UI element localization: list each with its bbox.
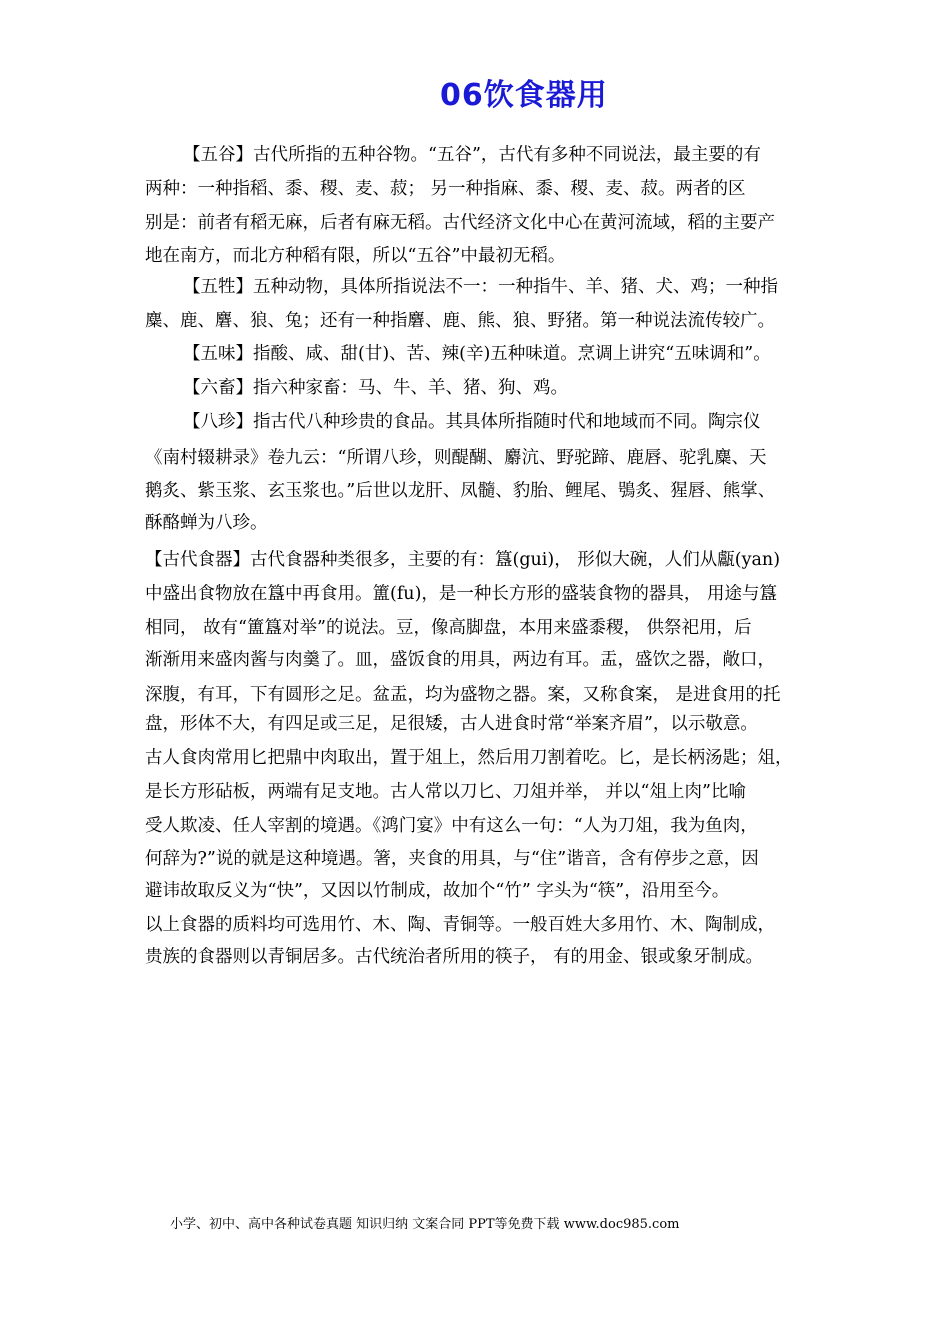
- text-line: 【五牲】五种动物，具体所指说法不一：一种指牛、羊、猪、犬、鸡；一种指: [183, 277, 778, 297]
- text-line: 别是：前者有稻无麻，后者有麻无稻。古代经济文化中心在黄河流域，稻的主要产: [145, 213, 775, 233]
- text-line: 避讳故取反义为“快”，又因以竹制成，故加个“竹” 字头为“筷”，沿用至今。: [145, 881, 730, 901]
- text-line: 地在南方，而北方种稻有限，所以“五谷”中最初无稻。: [145, 246, 566, 266]
- text-line: 以上食器的质料均可选用竹、木、陶、青铜等。一般百姓大多用竹、木、陶制成，: [145, 915, 775, 935]
- text-line: 《南村辍耕录》卷九云：“所谓八珍，则醍醐、麝沆、野驼蹄、鹿唇、驼乳麋、天: [145, 448, 767, 468]
- text-line: 【古代食器】古代食器种类很多，主要的有：簋(gui)， 形似大碗，人们从甗(yan): [145, 550, 781, 570]
- text-line: 两种：一种指稻、黍、稷、麦、菽； 另一种指麻、黍、稷、麦、菽。两者的区: [145, 179, 746, 199]
- text-line: 受人欺凌、任人宰割的境遇。《鸿门宴》中有这么一句：“人为刀俎，我为鱼肉，: [145, 816, 758, 836]
- text-line: 【五谷】古代所指的五种谷物。“五谷”，古代有多种不同说法，最主要的有: [183, 145, 761, 165]
- page-title: 06饮食器用: [440, 78, 608, 113]
- text-line: 【八珍】指古代八种珍贵的食品。其具体所指随时代和地域而不同。陶宗仪: [183, 412, 761, 432]
- text-line: 麋、鹿、麏、狼、兔；还有一种指麏、鹿、熊、狼、野猪。第一种说法流传较广。: [145, 311, 775, 331]
- text-line: 鹅炙、紫玉浆、玄玉浆也。”后世以龙肝、凤髓、豹胎、鲤尾、鴞炙、猩唇、熊掌、: [145, 481, 776, 501]
- text-line: 相同， 故有“簠簋对举”的说法。豆，像高脚盘，本用来盛黍稷， 供祭祀用，后: [145, 618, 752, 638]
- text-line: 酥酪蝉为八珍。: [145, 513, 268, 533]
- text-line: 何辞为?”说的就是这种境遇。箸，夹食的用具，与“住”谐音，含有停步之意，因: [145, 849, 759, 869]
- text-line: 是长方形砧板，两端有足支地。古人常以刀匕、刀俎并举， 并以“俎上肉”比喻: [145, 782, 746, 802]
- text-line: 【六畜】指六种家畜：马、牛、羊、猪、狗、鸡。: [183, 378, 568, 398]
- text-line: 贵族的食器则以青铜居多。古代统治者所用的筷子， 有的用金、银或象牙制成。: [145, 947, 764, 967]
- footer-text: 小学、初中、高中各种试卷真题 知识归纳 文案合同 PPT等免费下载 www.doc985.com: [170, 1217, 680, 1232]
- text-line: 盘，形体不大，有四足或三足，足很矮，古人进食时常“举案齐眉”，以示敬意。: [145, 714, 758, 734]
- text-line: 深腹，有耳，下有圆形之足。盆盂，均为盛物之器。案，又称食案， 是进食用的托: [145, 685, 781, 705]
- text-line: 【五味】指酸、咸、甜(甘)、苦、辣(辛)五种味道。烹调上讲究“五味调和”。: [183, 344, 771, 364]
- text-line: 中盛出食物放在簋中再食用。簠(fu)，是一种长方形的盛装食物的器具， 用途与簋: [145, 584, 777, 604]
- text-line: 古人食肉常用匕把鼎中肉取出，置于俎上，然后用刀割着吃。匕，是长柄汤匙；俎，: [145, 748, 793, 768]
- text-line: 渐渐用来盛肉酱与肉羹了。皿，盛饭食的用具，两边有耳。盂，盛饮之器，敞口，: [145, 650, 775, 670]
